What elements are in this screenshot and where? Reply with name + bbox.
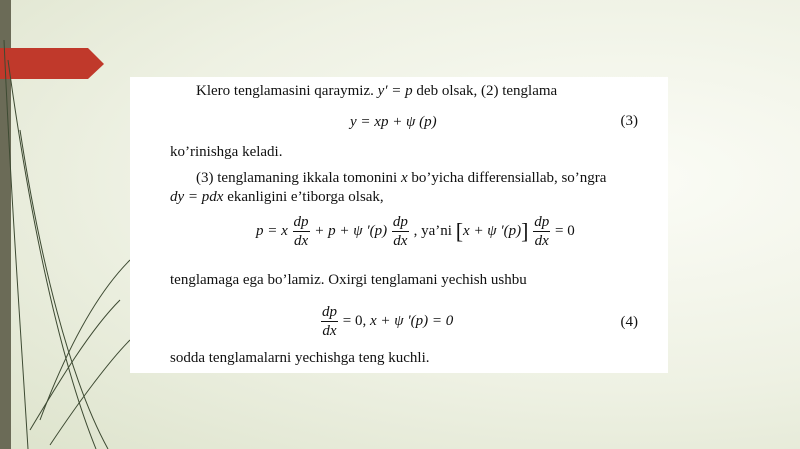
eq-mid-fraction-1: [293, 213, 310, 250]
eq-mid-part4: = 0: [554, 222, 575, 239]
equation-3: y = xp + ψ (p): [350, 114, 437, 130]
text-line-6: sodda tenglamalarni yechishga teng kuchli.: [170, 350, 430, 366]
frac1-den: dx: [293, 233, 309, 249]
equation-4-number: (4): [620, 314, 638, 330]
slide-content-card: [130, 77, 668, 373]
line1-tail: deb olsak, (2) tenglama: [416, 83, 558, 99]
line4-tail: ekanligini e’tiborga olsak,: [227, 189, 384, 205]
eq-mid-part3: , ya’ni: [413, 222, 452, 239]
eq4-frac-num: dp: [322, 304, 337, 320]
eq4-part1: = 0,: [342, 312, 367, 329]
line1-math: y′ = p: [377, 83, 413, 99]
eq-mid-bracket-inner: x + ψ ′(p): [463, 222, 522, 239]
text-line-2: ko’rinishga keladi.: [170, 144, 283, 160]
right-bracket: ]: [521, 218, 529, 244]
eq4-frac-den: dx: [322, 323, 337, 339]
eq4-fraction: [321, 303, 338, 340]
eq-mid-part1: p = x: [256, 222, 288, 239]
frac2-den: dx: [393, 233, 408, 249]
frac1-num: dp: [293, 214, 309, 230]
line1-text: Klero tenglamasini qaraymiz.: [196, 83, 374, 99]
eq-mid-fraction-2: [392, 213, 409, 250]
line3-text: (3) tenglamaning ikkala tomonini: [196, 170, 398, 186]
frac3-den: dx: [534, 233, 549, 249]
equation-4: [320, 303, 453, 340]
eq-mid-fraction-3: [533, 213, 550, 250]
text-line-3: [196, 169, 606, 187]
line3-var: x: [400, 170, 408, 186]
text-line-1: [196, 82, 557, 100]
equation-3-number: (3): [620, 113, 638, 129]
frac3-num: dp: [534, 214, 550, 230]
decorative-curves: [4, 40, 130, 449]
text-line-4: [170, 188, 384, 206]
eq4-part2: x + ψ ′(p) = 0: [369, 312, 454, 329]
left-bracket: [: [455, 218, 464, 244]
eq-mid-part2: + p + ψ ′(p): [314, 222, 388, 239]
line3-tail: bo’yicha differensiallab, so’ngra: [411, 170, 607, 186]
red-arrow-tab: [0, 48, 104, 79]
equation-middle: [256, 213, 575, 250]
frac2-num: dp: [392, 214, 408, 230]
text-line-5: tenglamaga ega bo’lamiz. Oxirgi tenglamani yechish ushbu: [170, 272, 527, 288]
line4-math: dy = pdx: [170, 189, 224, 205]
